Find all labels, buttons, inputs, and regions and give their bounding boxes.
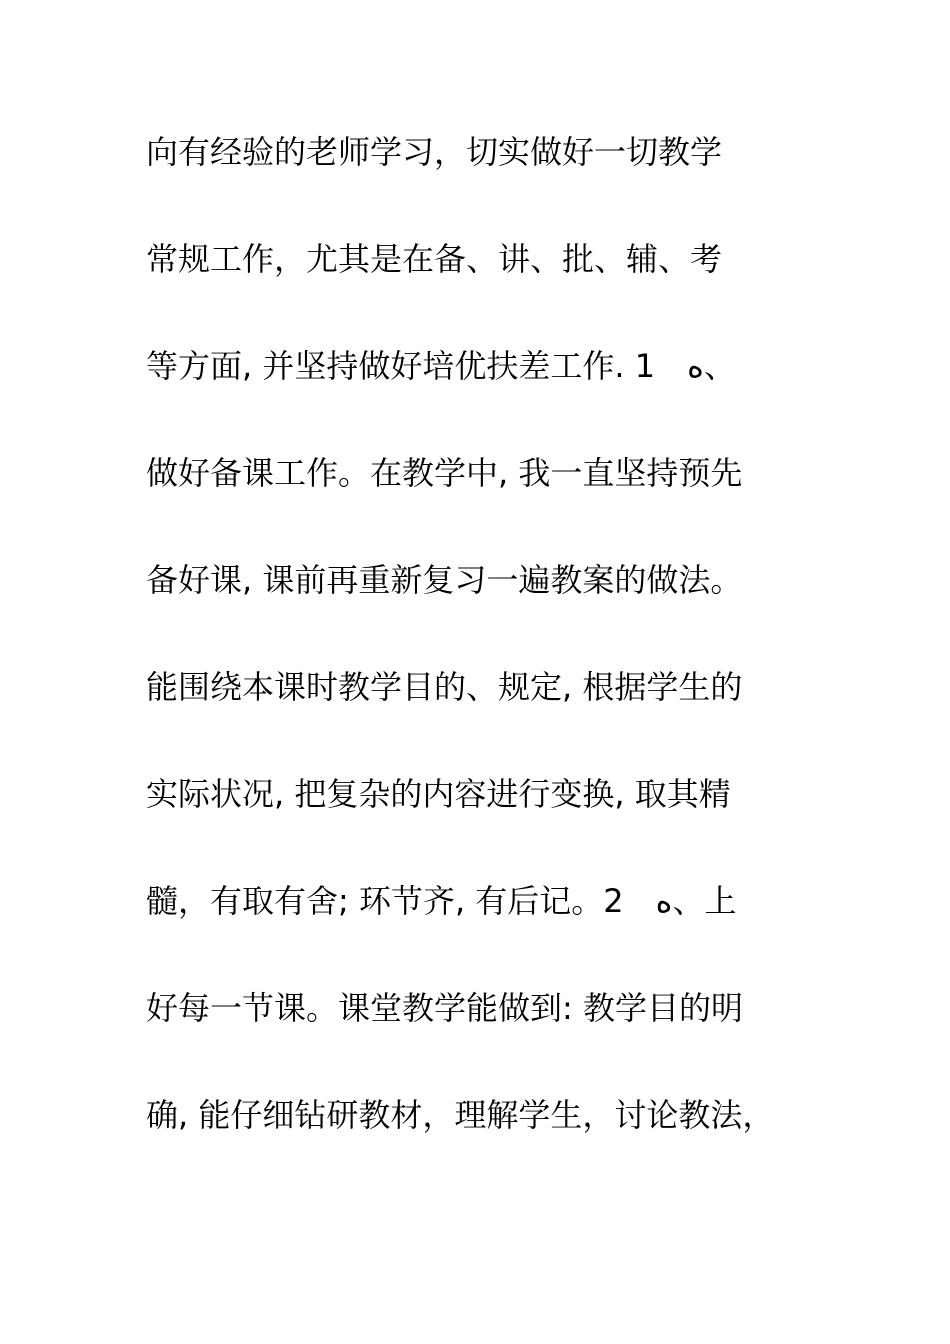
text-line-5: 备好课, 课前再重新复习一遍教案的做法。 bbox=[146, 561, 743, 599]
text-line-4: 做好备课工作。在教学中, 我一直坚持预先 bbox=[146, 454, 743, 492]
text-line-7: 实际状况, 把复杂的内容进行变换, 取其精 bbox=[146, 775, 731, 813]
text-line-6: 能围绕本课时教学目的、规定, 根据学生的 bbox=[146, 668, 743, 706]
text-line-1: 向有经验的老师学习，切实做好一切教学 bbox=[146, 133, 723, 171]
text-line-8: 髓，有取有舍; 环节齐, 有后记。2 ه、上 bbox=[146, 882, 737, 920]
text-line-3: 等方面, 并坚持做好培优扶差工作. 1 ه、 bbox=[146, 347, 736, 385]
text-line-10: 确, 能仔细钻研教材，理解学生，讨论教法， bbox=[146, 1096, 775, 1134]
text-line-9: 好每一节课。课堂教学能做到: 教学目的明 bbox=[146, 989, 743, 1027]
text-line-2: 常规工作，尤其是在备、讲、批、辅、考 bbox=[146, 240, 723, 278]
body-text bbox=[146, 124, 846, 1194]
